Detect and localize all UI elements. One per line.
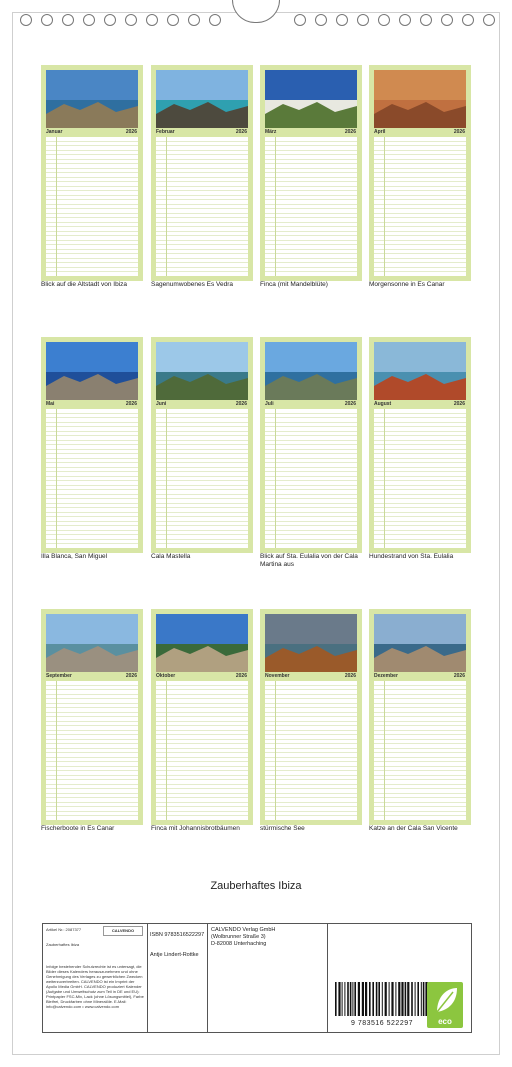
binding-ring [378,14,390,26]
month-name: September [46,673,72,679]
day-grid [46,681,138,820]
month-header [374,129,466,136]
month-header [265,401,357,408]
month-page [369,337,471,553]
barcode-bar [376,982,378,1016]
month-photo [374,342,466,400]
month-photo [46,614,138,672]
barcode-bar [354,982,356,1016]
binding-ring [294,14,306,26]
barcode-bar [342,982,343,1016]
legal-notice: Infolge bestehender Schutzrechte ist es untersagt, die Bilder dieses Kalenders herauszunehmen und ohne Genehmigung des Verlages zu gewerblichen Zwecken weiterzuverbreiten. CALVENDO ist ein Imprint der Apollo Media GmbH. CALVENDO produziert Kalender (Aufgabe und Umweltschutz zum Teil in DE und EU): Printpapier FSC-Mix, Lack (ohne Lösungsmittel), Farbe Bleifrei, Druckfarben ohne Mineralöle. E-Mail: info@calvendo.com • www.calvendo.com [46,964,144,1009]
month-header [46,401,138,408]
day-grid [265,137,357,276]
binding-ring [209,14,221,26]
barcode [333,982,431,1016]
month-caption: Sagenumwobenes Es Vedra [151,281,234,288]
barcode-bar [372,982,374,1016]
month-photo [265,70,357,128]
barcode-bar [389,982,390,1016]
imprint-box [42,923,472,1033]
day-grid [46,137,138,276]
barcode-bar [395,982,396,1016]
publisher-line-2: (Wolbrunner Straße 3) [211,934,266,940]
day-grid [156,409,248,548]
month-year: 2026 [235,673,247,679]
month-header [46,129,138,136]
eco-label: eco [438,1017,452,1026]
binding-ring [483,14,495,26]
binding-ring [336,14,348,26]
calvendo-logo: CALVENDO [103,926,143,936]
month-caption: Morgensonne in Es Canar [369,281,445,288]
month-header [265,673,357,680]
month-page [260,609,362,825]
barcode-bar [417,982,419,1016]
barcode-bar [407,982,409,1016]
month-header [374,401,466,408]
binding-ring [104,14,116,26]
day-grid [265,409,357,548]
month-caption: Finca (mit Mandelblüte) [260,281,328,288]
binding-ring [41,14,53,26]
month-photo [46,70,138,128]
month-photo [374,70,466,128]
binding-ring [315,14,327,26]
imprint-column-legal [43,924,148,1032]
binding-ring [399,14,411,26]
month-caption: Katze an der Cala San Vicente [369,825,458,832]
publisher-line-3: D-82008 Unterhaching [211,941,267,947]
month-name: März [265,129,277,135]
binding-ring [188,14,200,26]
barcode-bar [423,982,425,1016]
month-name: Juli [265,401,274,407]
month-header [265,129,357,136]
barcode-bar [398,982,400,1016]
day-grid [374,681,466,820]
binding-ring [167,14,179,26]
month-name: Juni [156,401,167,407]
barcode-bar [358,982,360,1016]
day-grid [156,137,248,276]
barcode-bar [401,982,403,1016]
month-caption: stürmische See [260,825,305,832]
barcode-bar [391,982,393,1016]
binding-ring [62,14,74,26]
month-caption: Cala Mastella [151,553,191,560]
month-photo [46,342,138,400]
barcode-bar [385,982,387,1016]
barcode-bar [362,982,364,1016]
month-caption: Fischerboote in Es Canar [41,825,115,832]
day-grid [46,409,138,548]
month-photo [156,614,248,672]
month-header [156,129,248,136]
month-year: 2026 [453,129,465,135]
leaf-icon [427,982,463,1018]
month-caption: Blick auf die Altstadt von Ibiza [41,281,127,288]
month-year: 2026 [453,673,465,679]
barcode-bar [350,982,352,1016]
month-name: April [374,129,386,135]
isbn: ISBN 9783516522297 [150,932,205,938]
barcode-bar [352,982,353,1016]
month-header [156,401,248,408]
month-year: 2026 [125,129,137,135]
month-photo [156,70,248,128]
imprint-column-isbn [147,924,208,1032]
imprint-column-publisher [207,924,328,1032]
month-name: Mai [46,401,55,407]
month-page [369,65,471,281]
month-photo [156,342,248,400]
barcode-bar [421,982,422,1016]
day-grid [374,409,466,548]
month-year: 2026 [344,401,356,407]
month-photo [374,614,466,672]
barcode-digits: 9 783516 522297 [351,1020,413,1027]
barcode-bar [411,982,413,1016]
month-header [374,673,466,680]
barcode-bar [369,982,371,1016]
month-name: Februar [156,129,175,135]
month-page [260,337,362,553]
publisher-line-1: CALVENDO Verlag GmbH [211,927,276,933]
binding-ring [420,14,432,26]
month-name: Dezember [374,673,398,679]
month-year: 2026 [344,129,356,135]
month-header [46,673,138,680]
month-year: 2026 [235,401,247,407]
calendar-title: Zauberhaftes Ibiza [210,880,302,892]
binding-ring [83,14,95,26]
month-page [260,65,362,281]
month-page [151,609,253,825]
barcode-bar [365,982,367,1016]
barcode-bar [415,982,416,1016]
month-name: Januar [46,129,63,135]
month-caption: Blick auf Sta. Eulalia von der Cala Martina aus [260,553,358,568]
binding-ring [462,14,474,26]
binding-ring [441,14,453,26]
binding-ring [357,14,369,26]
day-grid [374,137,466,276]
month-name: Oktober [156,673,176,679]
calendar-name: Zauberhaftes Ibiza [46,942,80,947]
month-page [41,65,143,281]
month-caption: Finca mit Johannisbrotbäumen [151,825,240,832]
binding-ring [20,14,32,26]
month-caption: Hundestrand von Sta. Eulalia [369,553,454,560]
month-year: 2026 [344,673,356,679]
month-year: 2026 [125,673,137,679]
barcode-bar [405,982,407,1016]
month-photo [265,342,357,400]
author: Antje Lindert-Rottke [150,952,199,958]
month-header [156,673,248,680]
barcode-bar [338,982,340,1016]
month-caption: Illa Blanca, San Miguel [41,553,108,560]
month-photo [265,614,357,672]
binding-ring [125,14,137,26]
month-name: August [374,401,392,407]
article-number: Artikel Nr.: 2087377 [46,927,82,932]
month-page [41,337,143,553]
barcode-bar [347,982,349,1016]
barcode-bar [335,982,337,1016]
month-year: 2026 [453,401,465,407]
binding-ring [146,14,158,26]
barcode-bar [382,982,383,1016]
month-page [41,609,143,825]
month-page [369,609,471,825]
month-year: 2026 [125,401,137,407]
month-name: November [265,673,290,679]
barcode-bar [378,982,380,1016]
barcode-bar [344,982,345,1016]
month-page [151,65,253,281]
month-page [151,337,253,553]
month-year: 2026 [235,129,247,135]
day-grid [265,681,357,820]
eco-badge [427,982,463,1028]
day-grid [156,681,248,820]
